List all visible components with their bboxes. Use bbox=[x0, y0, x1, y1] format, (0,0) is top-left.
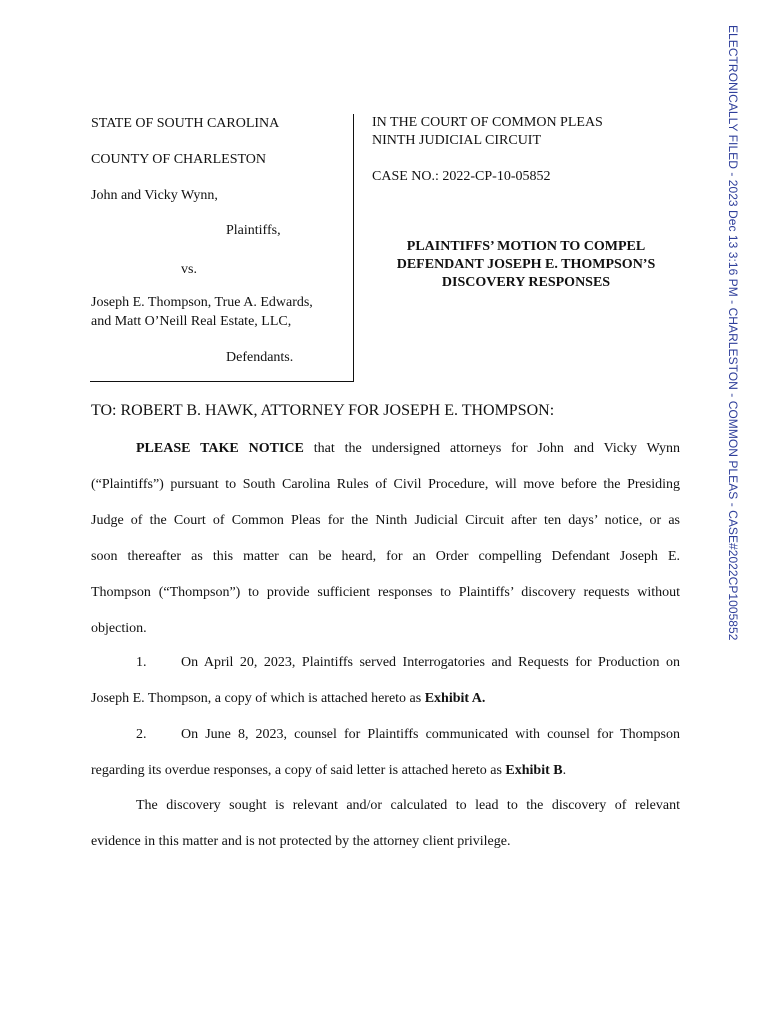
closing-paragraph bbox=[91, 791, 680, 863]
notice-line2: (“Plaintiffs”) pursuant to South Carolina Rules of Civil Procedure, will move before the Presiding bbox=[91, 477, 680, 492]
caption-plaintiff-names: John and Vicky Wynn, bbox=[91, 188, 218, 203]
closing-line2: evidence in this matter and is not protected by the attorney client privilege. bbox=[91, 834, 511, 849]
exhibit-b-reference: Exhibit B bbox=[505, 763, 563, 778]
caption-county: COUNTY OF CHARLESTON bbox=[91, 152, 267, 167]
item1-line1: On April 20, 2023, Plaintiffs served Interrogatories and Requests for Production on bbox=[181, 655, 680, 670]
notice-line4: soon thereafter as this matter can be heard, for an Order compelling Defendant Joseph E. bbox=[91, 549, 680, 564]
caption-plaintiffs-label: Plaintiffs, bbox=[226, 223, 281, 238]
notice-paragraph bbox=[91, 434, 680, 650]
item2-line1: On June 8, 2023, counsel for Plaintiffs communicated with counsel for Thompson bbox=[181, 727, 680, 742]
notice-line6: objection. bbox=[91, 621, 147, 636]
notice-line3: Judge of the Court of Common Pleas for the Ninth Judicial Circuit after ten days’ notice, or as bbox=[91, 513, 680, 528]
motion-title-line3: DISCOVERY RESPONSES bbox=[441, 275, 611, 290]
caption-versus: vs. bbox=[181, 262, 197, 277]
caption-defendants-line1: Joseph E. Thompson, True A. Edwards, bbox=[91, 295, 313, 310]
item2-line2 bbox=[91, 756, 680, 792]
motion-title-line2: DEFENDANT JOSEPH E. THOMPSON’S bbox=[396, 257, 656, 272]
motion-title-line1: PLAINTIFFS’ MOTION TO COMPEL bbox=[406, 239, 646, 254]
item1-number: 1. bbox=[136, 655, 147, 670]
item1-line2 bbox=[91, 684, 680, 720]
notice-line5: Thompson (“Thompson”) to provide sufficient responses to Plaintiffs’ discovery requests without bbox=[91, 585, 680, 600]
item2-paragraph bbox=[91, 720, 680, 792]
closing-line1: The discovery sought is relevant and/or calculated to lead to the discovery of relevant bbox=[136, 798, 680, 813]
caption-state: STATE OF SOUTH CAROLINA bbox=[91, 116, 280, 131]
motion-title bbox=[370, 238, 682, 292]
court-name-line2: NINTH JUDICIAL CIRCUIT bbox=[372, 133, 542, 148]
caption-divider bbox=[353, 114, 354, 382]
caption-defendants-label: Defendants. bbox=[226, 350, 294, 365]
electronic-filing-stamp: ELECTRONICALLY FILED - 2023 Dec 13 3:16 PM - CHARLESTON - COMMON PLEAS - CASE#2022CP1005852 bbox=[726, 25, 740, 641]
caption-underline bbox=[90, 381, 354, 382]
notice-line1 bbox=[91, 434, 680, 470]
exhibit-a-reference: Exhibit A. bbox=[424, 691, 486, 706]
court-name-line1: IN THE COURT OF COMMON PLEAS bbox=[372, 115, 603, 130]
item1-line2-text: Joseph E. Thompson, a copy of which is attached hereto as bbox=[91, 691, 425, 706]
item2-line2-end: . bbox=[562, 763, 567, 778]
notice-lead: PLEASE TAKE NOTICE bbox=[136, 441, 304, 456]
to-line: TO: ROBERT B. HAWK, ATTORNEY FOR JOSEPH E. THOMPSON: bbox=[91, 402, 555, 419]
item2-line2-text: regarding its overdue responses, a copy of said letter is attached hereto as bbox=[91, 763, 506, 778]
item2-number: 2. bbox=[136, 727, 147, 742]
case-number: CASE NO.: 2022-CP-10-05852 bbox=[372, 169, 551, 184]
notice-line1-text: that the undersigned attorneys for John and Vicky Wynn bbox=[303, 441, 680, 456]
caption-defendants-line2: and Matt O’Neill Real Estate, LLC, bbox=[91, 314, 292, 329]
item1-paragraph bbox=[91, 648, 680, 720]
